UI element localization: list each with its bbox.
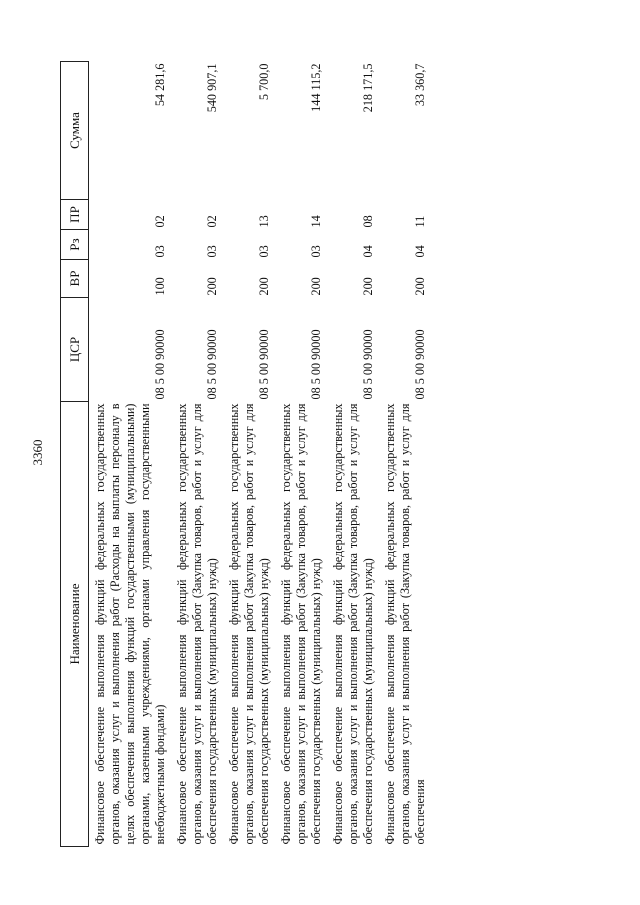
- row-rz: 03: [205, 245, 219, 258]
- row-vr: 200: [309, 277, 323, 296]
- row-vr: 100: [153, 277, 167, 296]
- row-name: Финансовое обеспечение выполнения функций федеральных государственных органов, оказания услуг и выполнения работ (Закупка товаров, работ и услуг для обеспечения государственных (муниципальных) нужд): [227, 403, 271, 845]
- row-name: Финансовое обеспечение выполнения функций федеральных государственных органов, оказания услуг и выполнения работ (Закупка товаров, работ и услуг для обеспечения государственных (муниципальных) нужд): [279, 403, 323, 845]
- row-pr: 02: [153, 215, 167, 228]
- row-sum: 5 700,0: [257, 63, 271, 101]
- table-header-row: [61, 62, 89, 847]
- row-rz: 03: [257, 245, 271, 258]
- table-row: [89, 62, 172, 847]
- header-sum: Сумма: [61, 62, 89, 200]
- row-vr: 200: [257, 277, 271, 296]
- row-vr: 200: [361, 277, 375, 296]
- table-row: [327, 62, 379, 847]
- header-pr: ПР: [61, 200, 89, 230]
- row-name: Финансовое обеспечение выполнения функций федеральных государственных органов, оказания услуг и выполнения работ (Закупка товаров, работ и услуг для обеспечения государственных (муниципальных) нужд): [331, 403, 375, 845]
- row-rz: 04: [361, 245, 375, 258]
- budget-table: [60, 61, 431, 847]
- table-row: [379, 62, 431, 847]
- row-pr: 13: [257, 215, 271, 228]
- table-row: [275, 62, 327, 847]
- row-sum: 33 360,7: [413, 63, 427, 107]
- row-csr: 08 5 00 90000: [205, 329, 219, 400]
- row-pr: 11: [413, 215, 427, 228]
- row-name: Финансовое обеспечение выполнения функций федеральных государственных органов, оказания услуг и выполнения работ (Расходы на выплаты персоналу в целях обеспечения выполнения функций государственными (муниципальными) органами, казенными учреждениями, органами управления государственными внебюджетными фондами): [93, 403, 167, 845]
- row-vr: 200: [413, 277, 427, 296]
- page-number: 3360: [30, 439, 45, 466]
- row-csr: 08 5 00 90000: [309, 329, 323, 400]
- row-csr: 08 5 00 90000: [257, 329, 271, 400]
- row-sum: 540 907,1: [205, 63, 219, 113]
- row-rz: 03: [153, 245, 167, 258]
- row-csr: 08 5 00 90000: [153, 329, 167, 400]
- row-vr: 200: [205, 277, 219, 296]
- row-sum: 218 171,5: [361, 63, 375, 113]
- row-sum: 144 115,2: [309, 63, 323, 112]
- header-rz: Рз: [61, 230, 89, 260]
- row-rz: 04: [413, 245, 427, 258]
- header-vr: ВР: [61, 260, 89, 298]
- row-sum: 54 281,6: [153, 63, 167, 107]
- row-csr: 08 5 00 90000: [413, 329, 427, 400]
- row-pr: 02: [205, 215, 219, 228]
- row-csr: 08 5 00 90000: [361, 329, 375, 400]
- header-csr: ЦСР: [61, 298, 89, 402]
- header-name: Наименование: [61, 402, 89, 847]
- row-name: Финансовое обеспечение выполнения функций федеральных государственных органов, оказания услуг и выполнения работ (Закупка товаров, работ и услуг для обеспечения: [383, 403, 427, 845]
- row-pr: 08: [361, 215, 375, 228]
- table-row: [223, 62, 275, 847]
- table-row: [171, 62, 223, 847]
- row-pr: 14: [309, 215, 323, 228]
- row-rz: 03: [309, 245, 323, 258]
- row-name: Финансовое обеспечение выполнения функций федеральных государственных органов, оказания услуг и выполнения работ (Закупка товаров, работ и услуг для обеспечения государственных (муниципальных) нужд): [175, 403, 219, 845]
